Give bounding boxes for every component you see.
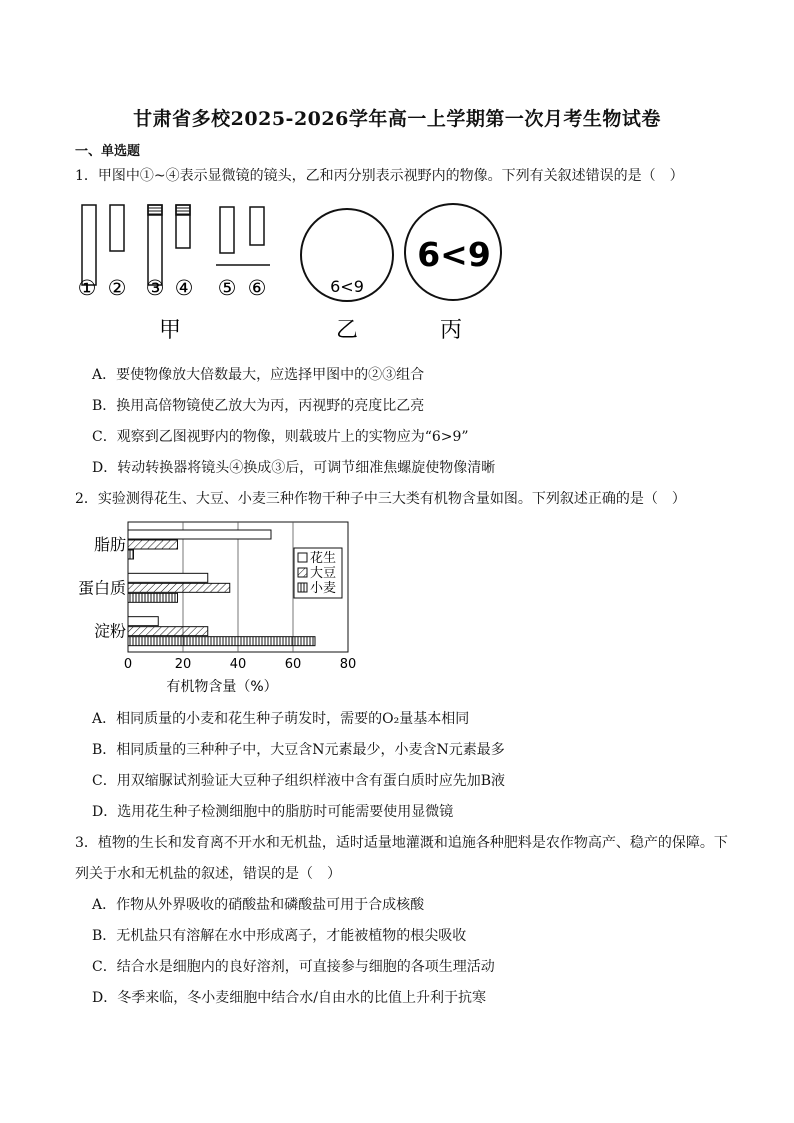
- q2-option-d: D．选用花生种子检测细胞中的脂肪时可能需要使用显微镜: [92, 804, 454, 820]
- legend-label-peanut: 花生: [310, 551, 337, 566]
- bar-2-1: [128, 627, 208, 636]
- legend-swatch-wheat: [298, 583, 307, 592]
- lens-3-shape: [148, 205, 162, 285]
- lens-2-shape: [110, 205, 124, 251]
- q3-option-d: D．冬季来临，冬小麦细胞中结合水/自由水的比值上升利于抗寒: [92, 990, 486, 1006]
- q1-option-c: C．观察到乙图视野内的物像，则载玻片上的实物应为“6>9”: [92, 429, 469, 445]
- bar-0-2: [128, 550, 134, 559]
- lens-number-5: ⑤: [217, 276, 237, 300]
- x-tick-label: 20: [174, 657, 192, 672]
- category-label: 脂肪: [93, 535, 126, 554]
- legend-label-wheat: 小麦: [310, 581, 337, 596]
- q2-option-a: A．相同质量的小麦和花生种子萌发时，需要的O₂量基本相同: [92, 711, 470, 727]
- chart-x-axis-label: 有机物含量（%）: [166, 679, 278, 695]
- bar-1-1: [128, 583, 230, 592]
- bar-2-2: [128, 637, 315, 646]
- legend-swatch-peanut: [298, 553, 307, 562]
- lens-6-shape: [250, 207, 264, 245]
- figure-label-yi: 乙: [335, 318, 359, 343]
- yi-image-text: 6<9: [330, 277, 364, 296]
- page-title: 甘肃省多校2025-2026学年高一上学期第一次月考生物试卷: [133, 108, 661, 130]
- x-tick-label: 0: [123, 657, 133, 672]
- q1-option-a: A．要使物像放大倍数最大，应选择甲图中的②③组合: [92, 367, 425, 383]
- legend-swatch-soybean: [298, 568, 307, 577]
- bar-1-0: [128, 573, 208, 582]
- question-2-stem: 2．实验测得花生、大豆、小麦三种作物干种子中三大类有机物含量如图。下列叙述正确的是（ ）: [75, 491, 686, 507]
- lens-number-3: ③: [145, 276, 165, 300]
- section-heading: 一、单选题: [75, 144, 141, 159]
- microscope-figure: [70, 195, 510, 350]
- question-3-stem-line-2: 列关于水和无机盐的叙述，错误的是（ ）: [75, 866, 341, 882]
- organic-matter-bar-chart: [72, 518, 372, 698]
- q1-option-b: B．换用高倍物镜使乙放大为丙，丙视野的亮度比乙亮: [92, 398, 425, 414]
- bar-1-2: [128, 593, 178, 602]
- lens-number-1: ①: [77, 276, 97, 300]
- q3-option-b: B．无机盐只有溶解在水中形成离子，才能被植物的根尖吸收: [92, 928, 467, 944]
- x-tick-label: 60: [284, 657, 302, 672]
- lens-5-shape: [220, 207, 234, 253]
- bing-image-text: 6<9: [417, 235, 491, 274]
- question-3-stem-line-1: 3．植物的生长和发育离不开水和无机盐，适时适量地灌溉和追施各种肥料是农作物高产、稳产的保障。下: [75, 835, 728, 851]
- q3-option-c: C．结合水是细胞内的良好溶剂，可直接参与细胞的各项生理活动: [92, 959, 495, 975]
- lens-1-shape: [82, 205, 96, 285]
- x-tick-label: 80: [339, 657, 357, 672]
- lens-number-2: ②: [107, 276, 127, 300]
- lens-number-6: ⑥: [247, 276, 267, 300]
- legend-label-soybean: 大豆: [310, 566, 337, 581]
- category-label: 淀粉: [93, 621, 126, 641]
- bar-0-1: [128, 540, 178, 549]
- q2-option-c: C．用双缩脲试剂验证大豆种子组织样液中含有蛋白质时应先加B液: [92, 773, 505, 789]
- figure-label-bing: 丙: [439, 318, 463, 343]
- figure-label-jia: 甲: [158, 318, 182, 343]
- q2-option-b: B．相同质量的三种种子中，大豆含N元素最少，小麦含N元素最多: [92, 742, 505, 758]
- bar-0-0: [128, 530, 271, 539]
- question-1-stem: 1．甲图中①~④表示显微镜的镜头，乙和丙分别表示视野内的物像。下列有关叙述错误的是（ ）: [75, 168, 684, 184]
- x-tick-label: 40: [229, 657, 247, 672]
- bar-2-0: [128, 617, 158, 626]
- q1-option-d: D．转动转换器将镜头④换成③后，可调节细准焦螺旋使物像清晰: [92, 460, 496, 476]
- q3-option-a: A．作物从外界吸收的硝酸盐和磷酸盐可用于合成核酸: [92, 897, 425, 913]
- category-label: 蛋白质: [77, 578, 126, 598]
- lens-number-4: ④: [174, 276, 194, 300]
